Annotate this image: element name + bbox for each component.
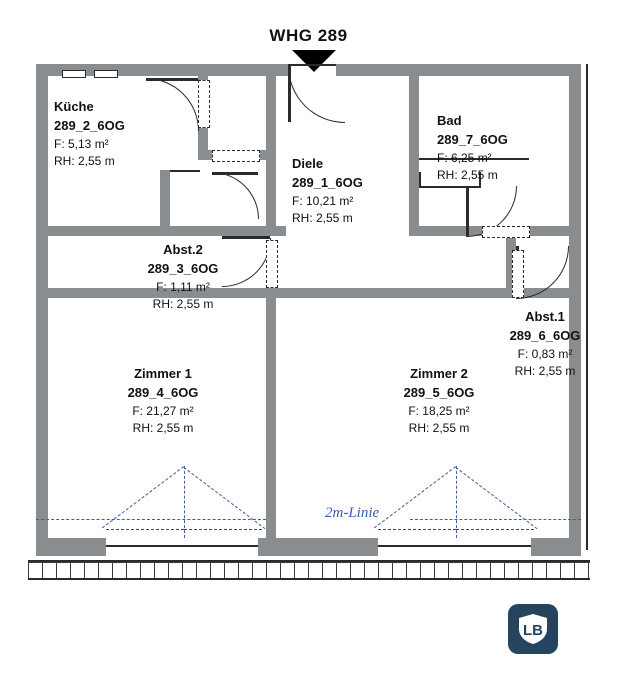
room-height-bad: RH: 2,55 m	[437, 168, 498, 183]
room-code-abst2: 289_3_6OG	[147, 260, 219, 276]
room-code-abst1: 289_6_6OG	[509, 327, 581, 343]
bath-fixture-line-3	[419, 172, 421, 188]
room-height-zimmer2: RH: 2,55 m	[408, 421, 470, 436]
balcony-edge-top	[28, 560, 590, 562]
room-height-kueche: RH: 2,55 m	[54, 154, 115, 169]
door-arc-kueche	[146, 78, 199, 131]
twom-line-right	[410, 519, 581, 520]
wall-closet-left	[160, 170, 170, 232]
room-area-zimmer2: F: 18,25 m²	[408, 403, 470, 418]
wall-bottom-left	[36, 538, 106, 556]
room-area-abst1: F: 0,83 m²	[517, 346, 573, 361]
room-code-kueche: 289_2_6OG	[54, 117, 125, 133]
room-area-zimmer1: F: 21,27 m²	[132, 403, 194, 418]
door-opening-kueche	[198, 80, 210, 128]
balcony-edge-bottom	[28, 578, 590, 580]
room-code-zimmer2: 289_5_6OG	[403, 384, 475, 400]
wall-between-rooms	[266, 288, 276, 538]
room-height-diele: RH: 2,55 m	[292, 211, 353, 226]
door-opening-abst2	[266, 240, 278, 288]
room-name-abst2: Abst.2	[163, 242, 203, 257]
slope-base-right-b	[456, 529, 534, 530]
window-left	[106, 545, 258, 547]
room-height-abst1: RH: 2,55 m	[514, 364, 576, 379]
door-leaf-closet	[212, 172, 258, 175]
door-leaf-bad	[466, 186, 469, 236]
wall-left	[36, 64, 48, 550]
wall-zimmer2-top-left	[266, 288, 416, 298]
slope-ridge-left	[184, 466, 185, 538]
room-label-kueche	[54, 98, 125, 170]
wall-right-outline	[586, 64, 588, 550]
room-height-abst2: RH: 2,55 m	[152, 297, 214, 312]
room-name-bad: Bad	[437, 113, 462, 128]
room-area-diele: F: 10,21 m²	[292, 193, 354, 208]
door-opening-closet	[212, 150, 260, 162]
room-area-abst2: F: 1,11 m²	[156, 279, 210, 294]
wall-bottom-middle	[258, 538, 378, 556]
page-title: WHG 289	[269, 26, 348, 45]
slope-base-left-b	[184, 529, 262, 530]
window-mark-1	[62, 70, 86, 78]
door-arc-entrance	[288, 66, 345, 123]
room-label-zimmer1	[98, 365, 228, 437]
room-label-bad	[437, 112, 508, 184]
room-label-abst2	[120, 241, 246, 313]
room-name-abst1: Abst.1	[525, 309, 565, 324]
room-code-zimmer1: 289_4_6OG	[127, 384, 199, 400]
svg-text:LB: LB	[523, 622, 543, 639]
door-opening-abst1	[512, 250, 524, 298]
door-leaf-abst2	[222, 236, 270, 239]
room-area-kueche: F: 5,13 m²	[54, 136, 109, 151]
door-opening-bad	[482, 226, 530, 238]
door-leaf-kueche	[146, 78, 198, 81]
twom-line-left	[36, 519, 266, 520]
twom-label: 2m-Linie	[325, 505, 380, 521]
room-name-kueche: Küche	[54, 99, 94, 114]
wall-right	[569, 64, 581, 550]
wall-bad-left	[409, 76, 419, 236]
logo	[508, 604, 558, 654]
wall-bottom-right	[531, 538, 581, 556]
room-code-diele: 289_1_6OG	[292, 174, 363, 190]
wall-diele-left	[266, 76, 276, 236]
slope-base-right-a	[378, 529, 456, 530]
wall-kueche-bottom	[48, 226, 168, 236]
room-code-bad: 289_7_6OG	[437, 131, 508, 147]
window-right	[378, 545, 531, 547]
slope-base-left-a	[106, 529, 184, 530]
room-name-zimmer1: Zimmer 1	[134, 366, 192, 381]
room-height-zimmer1: RH: 2,55 m	[132, 421, 194, 436]
slope-ridge-right	[456, 466, 457, 538]
jamb-diele-right	[276, 226, 286, 236]
room-area-bad: F: 6,25 m²	[437, 150, 492, 165]
closet-line-top	[170, 170, 200, 172]
room-label-diele	[292, 155, 363, 227]
room-label-abst1	[490, 308, 600, 380]
door-leaf-entrance	[288, 66, 291, 122]
door-arc-closet	[212, 172, 259, 219]
room-name-zimmer2: Zimmer 2	[410, 366, 468, 381]
room-label-zimmer2	[374, 365, 504, 437]
wall-abst2-top	[168, 226, 276, 236]
window-mark-2	[94, 70, 118, 78]
room-name-diele: Diele	[292, 156, 324, 171]
wall-top-right	[336, 64, 581, 76]
